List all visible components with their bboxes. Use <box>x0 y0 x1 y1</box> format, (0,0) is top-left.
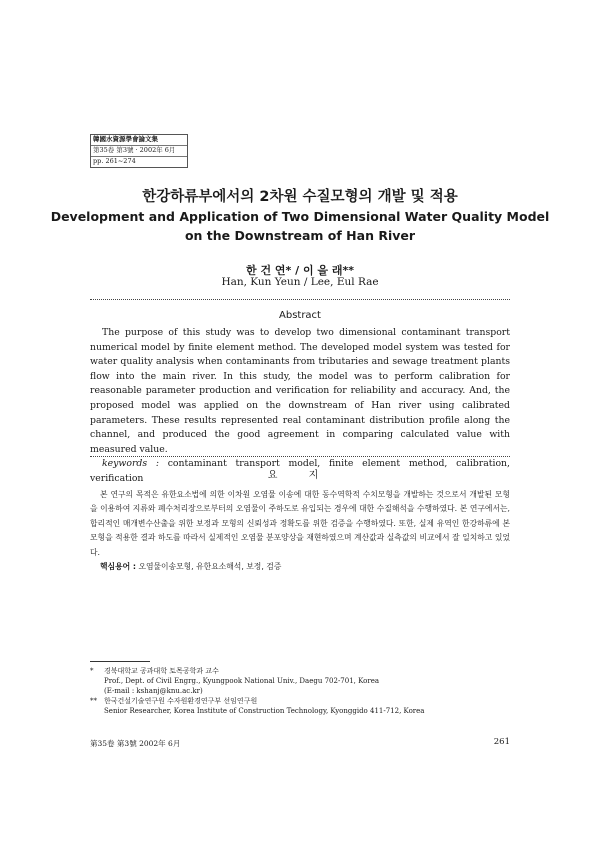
title-english <box>0 207 600 245</box>
footnote-line: Prof., Dept. of Civil Engrg., Kyungpook National Univ., Daegu 702-701, Korea <box>104 677 380 685</box>
footnote-line: (E-mail : kshanj@knu.ac.kr) <box>104 687 203 695</box>
title-english-line2: on the Downstream of Han River <box>184 228 416 243</box>
footnote-line: 경북대학교 공과대학 토목공학과 교수 <box>104 667 219 675</box>
korean-abstract-text: 본 연구의 목적은 유한요소법에 의한 이차원 오염물 이송에 대한 동수역학적 수치모형을 개발하는 것으로서 개발된 모형을 이용하여 지류와 폐수처리장으로부터의 오염물이 주하도로 유입되는 경우에 대한 수질해석을 수행하였다. 본 연구에서는, 합리적인 매개변수산출을 위한 보정과 모형의 신뢰성과 정확도를 위한 검증을 수행하였다. 또한, 실제 유역인 한강하류에 본 모형을 적용한 결과 하도를 따라서 실제적인 오염물 분포양상을 재현하였으며 계산값과 실측값의 비교에서 잘 일치하고 있었다. <box>90 490 510 557</box>
footnote-rule <box>90 661 150 662</box>
korean-abstract-heading: 요 지 <box>267 470 333 481</box>
korean-keywords <box>90 560 510 574</box>
korean-keywords-label: 핵심용어 : <box>100 562 136 572</box>
journal-name: 韓國水資源學會論文集 <box>93 135 158 143</box>
footnote <box>90 696 510 716</box>
korean-keywords-text: 오염물이송모형, 유한요소해석, 보정, 검증 <box>138 562 282 572</box>
divider <box>90 299 510 300</box>
divider <box>90 456 510 457</box>
footer-issue: 第35卷 第3號 2002年 6月 <box>90 739 181 748</box>
footnote-marker: * <box>90 667 94 675</box>
footnote-line: 한국건설기술연구원 수자원환경연구부 선임연구원 <box>104 697 258 705</box>
footnote-marker: ** <box>90 697 97 705</box>
abstract-heading: Abstract <box>279 310 321 321</box>
authors-korean: 한 건 연* / 이 을 래** <box>245 264 354 277</box>
korean-abstract-section <box>90 488 510 574</box>
abstract-section <box>90 326 510 487</box>
journal-pages: pp. 261~274 <box>91 156 187 167</box>
keywords-label: keywords : <box>102 458 159 470</box>
footnotes <box>90 666 510 716</box>
keywords-text: contaminant transport model, finite element method, calibration, verification <box>90 458 510 484</box>
footnote-line: Senior Researcher, Korea Institute of Construction Technology, Kyonggido 411-712, Korea <box>104 707 425 715</box>
footnote <box>90 666 510 696</box>
footnote-body <box>104 666 379 696</box>
abstract-text: The purpose of this study was to develop two dimensional contaminant transport numerical model by finite element method. The developed model system was tested for water quality analysis when contaminants from tributaries and sewage treatment plants flow into the main river. In this study, the model was to perform calibration for reasonable parameter production and verification for reliability and accuracy. And, the proposed model was applied on the downstream of Han river using calibrated parameters. These results represented real contaminant distribution profile along the channel, and produced the good agreement in comparing calculated value with measured value. <box>90 327 510 455</box>
title-korean: 한강하류부에서의 2차원 수질모형의 개발 및 적용 <box>142 189 458 205</box>
authors-english: Han, Kun Yeun / Lee, Eul Rae <box>221 276 379 288</box>
journal-info-box <box>90 134 188 168</box>
page-number: 261 <box>493 737 510 747</box>
footnote-body <box>104 696 424 716</box>
journal-volume: 第35卷 第3號 · 2002年 6月 <box>91 145 187 156</box>
title-english-line1: Development and Application of Two Dimensional Water Quality Model <box>50 209 550 224</box>
